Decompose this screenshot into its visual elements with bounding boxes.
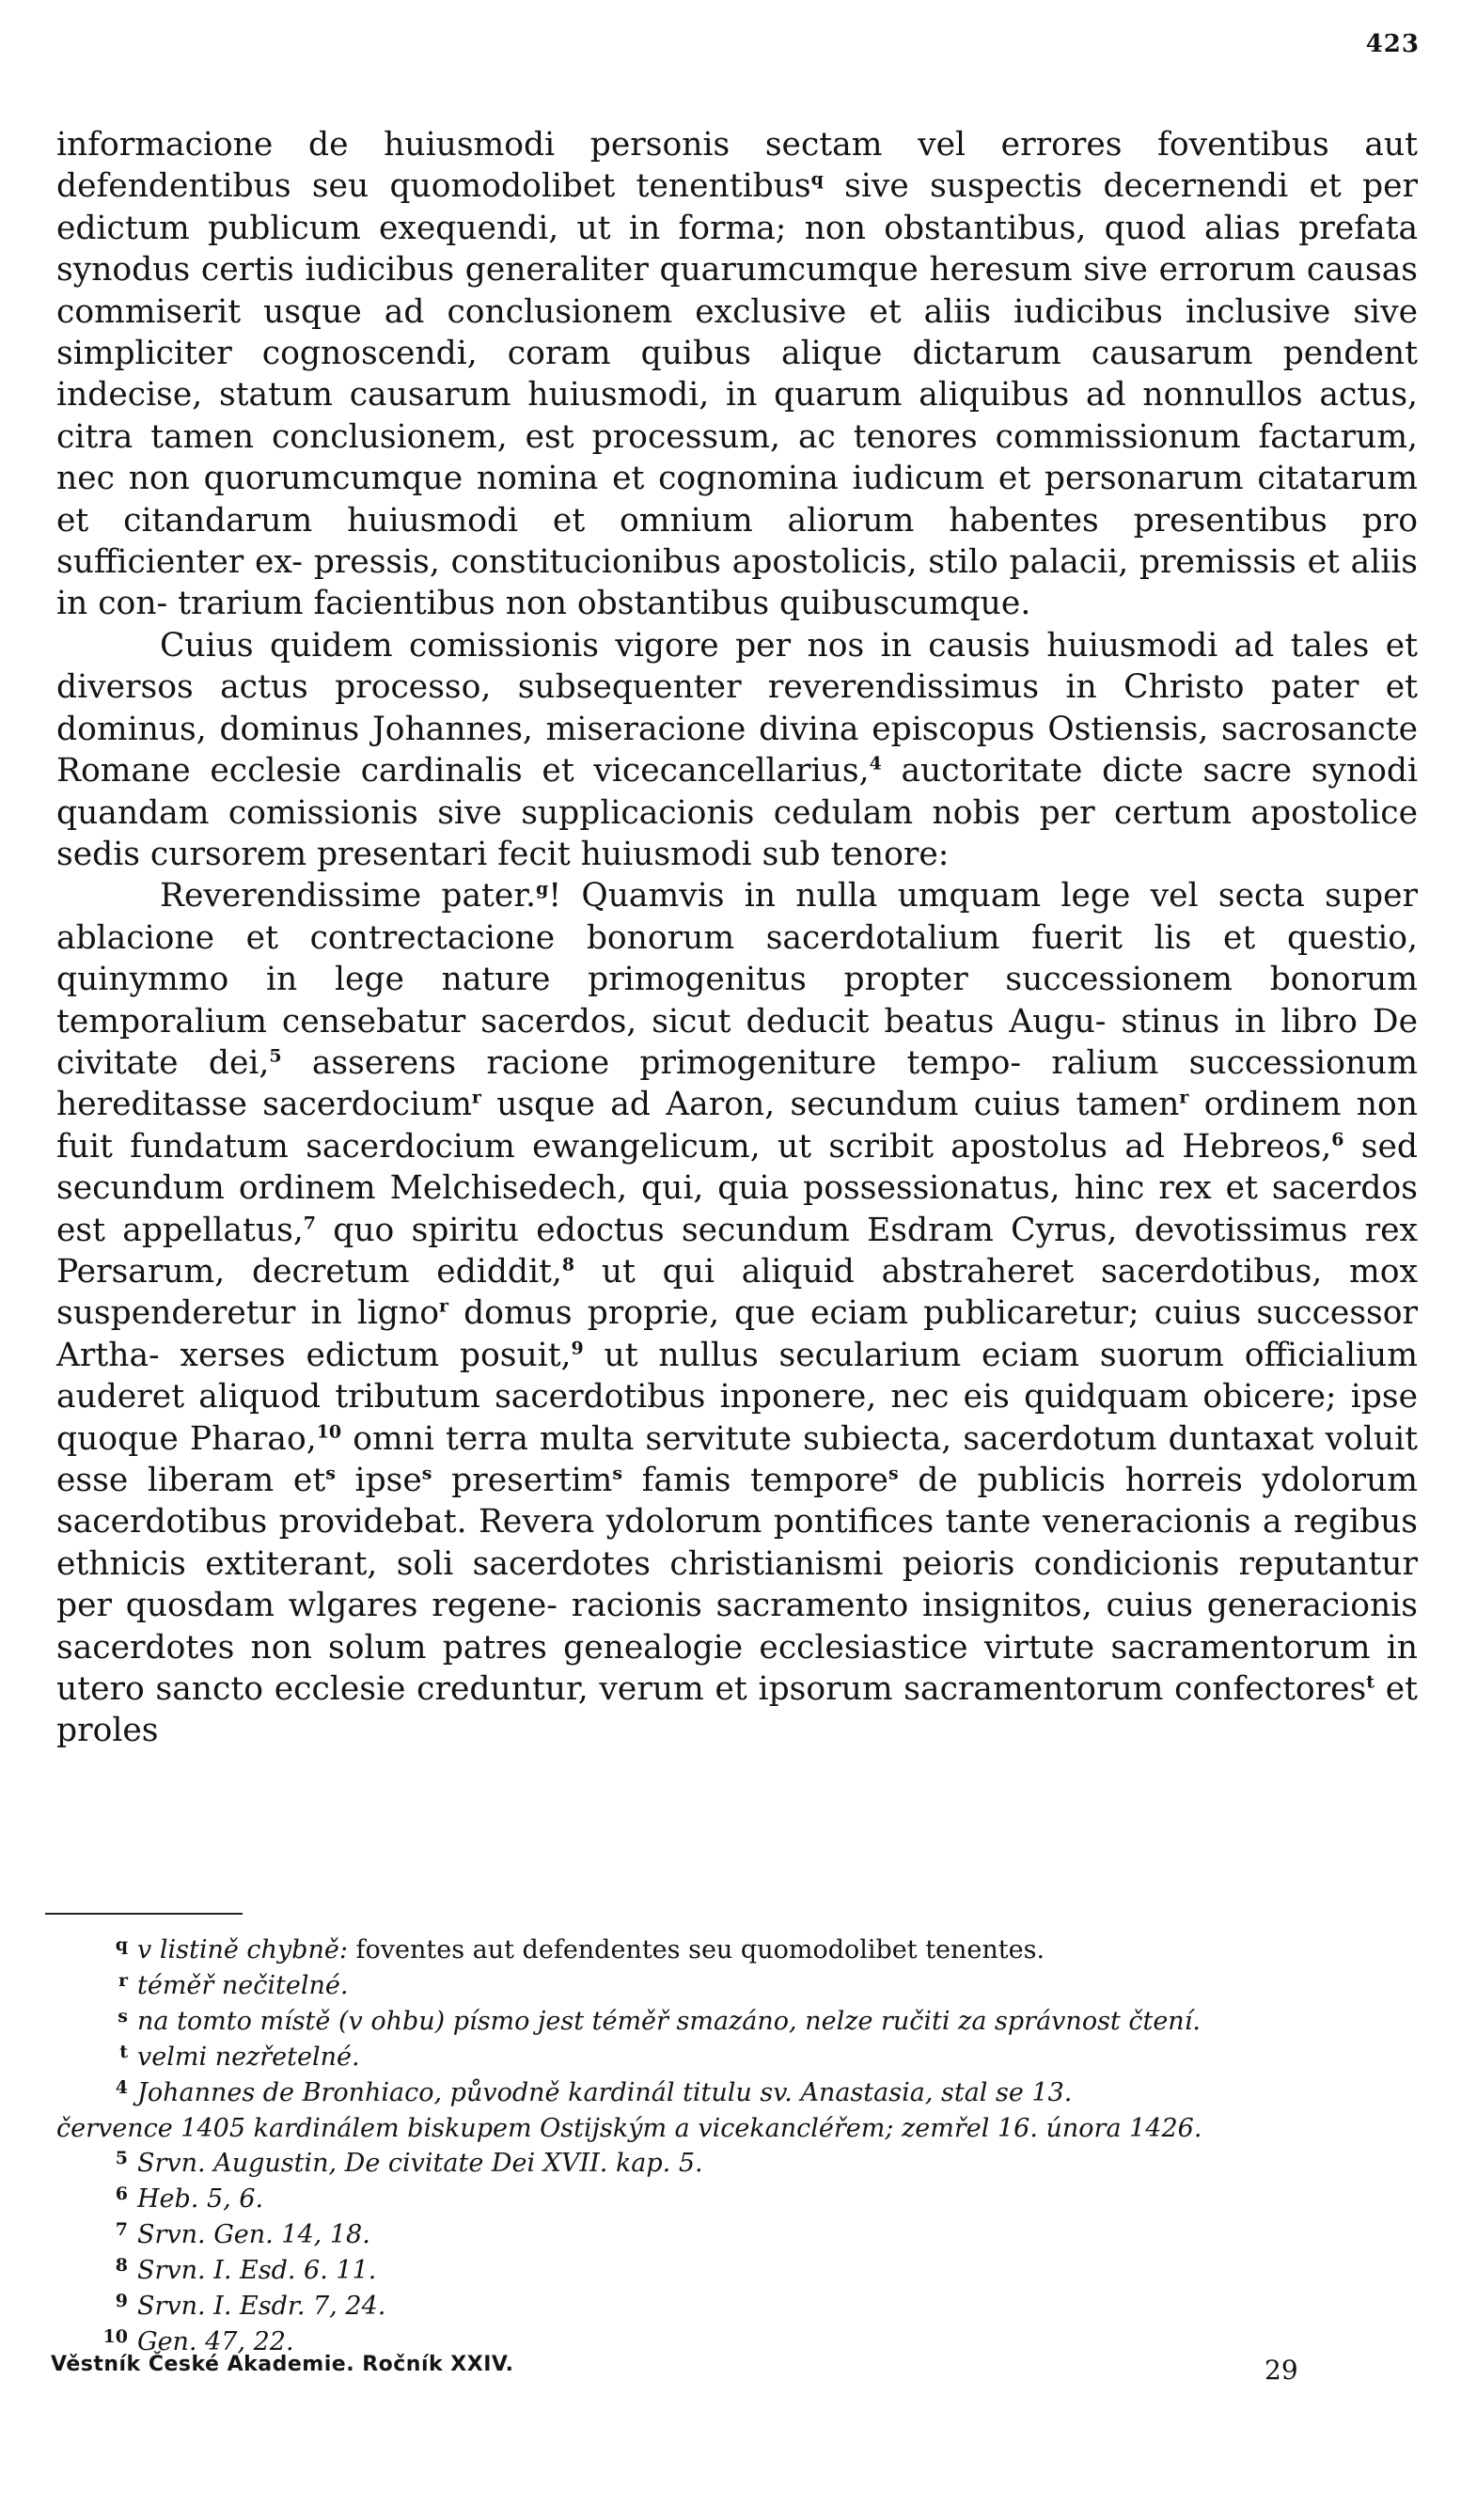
text-line: Reverendissime pater. (160, 877, 537, 916)
footnote-text: Gen. 47, 22. (137, 2327, 294, 2357)
text-line: omni terra multa servitute subiecta, sacerdotum (341, 1419, 1157, 1458)
text-line: duntaxat voluit esse liberam et (56, 1419, 1418, 1499)
text-line: ut qui aliquid abstraheret sacerdotibus, mox suspenderetur (56, 1252, 1418, 1333)
footnote-mark: r (438, 1295, 448, 1317)
text-line: cuius tamen (973, 1086, 1180, 1124)
text-line: et dominus, dominus Johannes, miseracione divina episcopus Ostiensis, (56, 668, 1419, 748)
footnote-mark: 8 (561, 1254, 575, 1276)
footnote-mark: 10 (316, 1421, 342, 1443)
text-line: per certum apostolice sedis cursorem presentari fecit huiusmodi sub (56, 793, 1419, 873)
text-line: alias prefata synodus certis iudicibus generaliter quarumcumque heresum (56, 209, 1419, 290)
footnote-mark: g (536, 878, 549, 900)
footnote-roman: foventes aut defendentes seu quomodolibet tenentes. (347, 1935, 1045, 1964)
text-line: edoctus secundum Esdram Cyrus, devotissimus rex Persarum, decretum (56, 1211, 1419, 1291)
text-line: sed secundum ordinem Melchisedech, (56, 1127, 1418, 1208)
text-line: domus proprie, que eciam publicaretur; cuius successor Artha- (56, 1294, 1418, 1374)
footnote-mark: 9 (115, 2290, 128, 2311)
footnote-text: Heb. 5, 6. (137, 2183, 264, 2214)
text-line: dictarum causarum pendent indecise, statum causarum huiusmodi, in (56, 335, 1418, 415)
text-line: sive errorum causas commiserit usque ad conclusionem exclusive et aliis (56, 251, 1419, 331)
text-line: super ablacione et contrectacione bonorum sacerdotalium fuerit lis et (56, 877, 1418, 957)
sheet-number: 29 (1265, 2355, 1298, 2386)
footnote-4 (56, 2076, 1418, 2112)
footnote-mark: s (325, 1463, 336, 1484)
text-line: et proles (56, 1670, 1419, 1750)
text-line: Cuius quidem comissionis vigore per nos in causis huiusmodi ad tales (160, 626, 1370, 665)
footnote-mark: 6 (1331, 1129, 1344, 1150)
footnote-mark: s (612, 1463, 623, 1484)
text-line: ut scribit apostolus ad Hebreos, (778, 1127, 1332, 1166)
text-line: famis tempore (622, 1462, 888, 1499)
text-line: asserens racione primogeniture tempo- (281, 1043, 1022, 1082)
text-line: ! Quamvis in nulla umquam lege vel secta (548, 877, 1305, 916)
text-line: ipse (335, 1462, 422, 1499)
text-line: dicte sacre synodi quandam comissionis sive supplicacionis cedulam nobis (56, 752, 1419, 832)
text-line: christianismi peioris condicionis reputantur per quosdam wlgares regene- (56, 1544, 1418, 1625)
footnote-t (56, 2041, 1418, 2076)
text-line: huiusmodi et omnium aliorum habentes presentibus pro sufficienter ex- (56, 501, 1418, 582)
text-line: patres genealogie ecclesiastice virtute sacramentorum in utero sancto (56, 1628, 1419, 1709)
footnote-mark: q (115, 1934, 128, 1955)
footnote-text: Srvn. Augustin, De civitate Dei XVII. kap. 5. (137, 2148, 703, 2178)
footnote-mark: r (118, 1970, 128, 1992)
footnote-italic: v listině chybně: (137, 1935, 348, 1964)
text-line: ralium successionum hereditasse sacerdocium (56, 1043, 1418, 1124)
text-line: xerses edictum posuit, (180, 1336, 572, 1374)
text-line: pressis, constitucionibus apostolicis, stilo palacii, premissis et aliis in con- (56, 543, 1419, 623)
footnote-mark: 4 (115, 2077, 128, 2099)
footnote-mark: r (471, 1087, 481, 1108)
text-line: ordinem non fuit fundatum sacerdocium ewangelicum, (56, 1086, 1419, 1166)
footnote-mark: 8 (115, 2254, 128, 2276)
text-line: informacione de huiusmodi personis sectam vel errores foventibus aut (56, 126, 1418, 164)
text-line: ipse quoque Pharao, (56, 1378, 1418, 1458)
text-line: trarium facientibus non obstantibus quibuscumque. (178, 585, 1031, 623)
text-line: ecclesie creduntur, verum et ipsorum sacramentorum confectores (274, 1670, 1367, 1709)
paragraph-1 (56, 124, 1418, 625)
footnote-text: na tomto místě (v ohbu) písmo jest téměř smazáno, nelze ručiti za správnost čtení. (137, 2007, 1201, 2037)
text-line: qui, quia possessionatus, hinc rex et sacerdos est appellatus, (56, 1169, 1418, 1249)
footnote-s (56, 2005, 1418, 2041)
text-line: defendentibus seu quomodolibet tenentibus (56, 167, 811, 206)
footnote-mark: 7 (115, 2218, 128, 2240)
footnote-mark: s (118, 2006, 128, 2027)
text-line: iudicibus inclusive sive simpliciter cognoscendi, coram quibus alique (56, 292, 1418, 373)
footnote-mark: 5 (269, 1045, 282, 1067)
text-line: sive suspectis decernendi (823, 167, 1289, 206)
footnote-9 (56, 2290, 1418, 2325)
paragraph-3 (56, 875, 1418, 1752)
footnote-separator (45, 1913, 243, 1915)
footnote-r (56, 1969, 1418, 2005)
footnote-mark: 6 (115, 2183, 128, 2204)
text-line: et diversos actus processo, subsequenter reverendissimus in Christo pater (56, 626, 1418, 707)
text-line: sacrosancte Romane ecclesie cardinalis et vicecancellarius, (56, 710, 1419, 790)
footnote-mark: s (888, 1463, 899, 1484)
text-line: et per edictum publicum exequendi, ut in forma; non obstantibus, quod (56, 167, 1419, 247)
footnote-mark: r (1179, 1087, 1189, 1108)
text-line: tenore: (830, 835, 950, 873)
text-line: processum, ac tenores commissionum factarum, nec non quorumcumque (56, 417, 1419, 498)
footnote-q (56, 1933, 1418, 1969)
text-line: presertim (432, 1462, 613, 1499)
footnote-text: velmi nezřetelné. (137, 2043, 360, 2073)
text-line: stinus in libro De civitate dei, (56, 1002, 1418, 1082)
text-line: auctoritate (881, 752, 1083, 790)
footnote-mark: q (810, 168, 824, 190)
footnote-mark: t (1366, 1671, 1375, 1693)
text-line: quarum aliquibus ad nonnullos actus, citra tamen conclusionem, est (56, 376, 1419, 456)
footnote-mark: s (421, 1463, 432, 1484)
footnote-mark: 5 (115, 2147, 128, 2168)
text-line: ediddit, (436, 1252, 562, 1291)
text-line: racionis sacramento insignitos, cuius generacionis sacerdotes non solum (56, 1587, 1418, 1667)
footnote-mark: 7 (303, 1213, 316, 1234)
main-text (56, 124, 1418, 1752)
text-line: questio, quinymmo in lege nature primogenitus propter successionem (56, 918, 1418, 999)
text-line: usque ad Aaron, secundum (480, 1086, 959, 1124)
footnote-mark: 10 (102, 2326, 128, 2348)
footnote-text: Johannes de Bronhiaco, původně kardinál titulu sv. Anastasia, stal se 13. (137, 2078, 1073, 2108)
text-line: in ligno (310, 1294, 439, 1333)
footnote-4-continuation: července 1405 kardinálem biskupem Ostijským a vicekancléřem; zemřel 16. února 1426. (56, 2114, 1202, 2144)
page-number: 423 (1365, 30, 1420, 58)
footnote-text: Srvn. Gen. 14, 18. (137, 2219, 370, 2249)
footnotes (56, 1933, 1418, 2361)
footnote-mark: 4 (869, 753, 882, 775)
text-line: quo spiritu (316, 1211, 520, 1249)
paragraph-2 (56, 625, 1418, 875)
footnote-8 (56, 2254, 1418, 2290)
footnote-text: téměř nečitelné. (137, 1971, 349, 2001)
footnote-text: Srvn. I. Esdr. 7, 24. (137, 2291, 386, 2321)
footnote-mark: 9 (571, 1338, 584, 1359)
footnote-6 (56, 2183, 1418, 2218)
journal-signature: Věstník České Akademie. Ročník XXIV. (51, 2353, 514, 2376)
text-line: publicis horreis ydolorum sacerdotibus providebat. Revera ydolorum (56, 1462, 1419, 1542)
footnote-mark: t (119, 2042, 128, 2063)
text-line: pontifices tante veneracionis a regibus ethnicis extiterant, soli sacerdotes (56, 1503, 1419, 1583)
footnote-text: Srvn. I. Esd. 6. 11. (137, 2255, 377, 2285)
text-line: ut nullus secularium eciam suorum officialium (583, 1336, 1418, 1374)
text-line: de (898, 1462, 958, 1499)
text-line: auderet aliquod tributum sacerdotibus inponere, nec eis quidquam obicere; (56, 1378, 1337, 1417)
footnote-7 (56, 2218, 1418, 2254)
footnote-text (137, 1933, 1045, 1967)
text-line: bonorum temporalium censebatur sacerdos, sicut deducit beatus Augu- (56, 961, 1418, 1041)
footnote-5 (56, 2147, 1418, 2183)
text-line: nomina et cognomina iudicum et personarum citatarum et citandarum (56, 460, 1418, 540)
